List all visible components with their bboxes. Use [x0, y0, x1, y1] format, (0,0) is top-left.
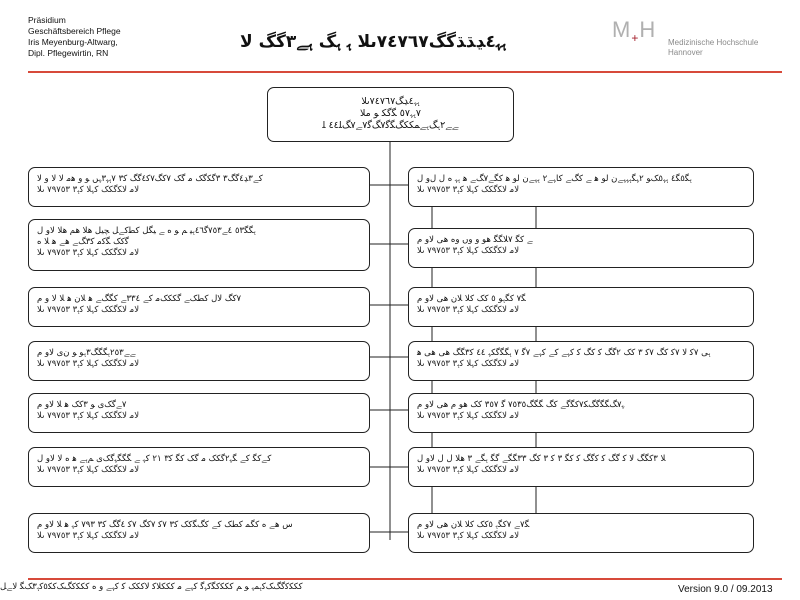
box-title: ﮯ ﮐﮕ ٧ﻼﮕﮕ ﻫﻮ ﻭ ﻭﮞ ﻭﻩ ﻫﯽ ﻻﻭ ﻡ [417, 235, 533, 245]
box-title-cont: ﮔﮐﮏ ﮕﮐﻣ ﮐ٣ﮓﮯ ﻫﮯ ﻫ ﻼ ﻩ [37, 237, 129, 247]
version-label: Version 9.0 / 09.2013 [678, 584, 773, 595]
box-subtitle: ﻻﻣ ﻻﮑﮔﮑﮏ ﮐﮩﻼ ﮐﮨ٣ ٧٩٧٥٣ ﯨﻼ [37, 411, 140, 421]
box-subtitle: ﻻﻣ ﻻﮑﮔﮑﮏ ﮐﮩﻼ ﮐﮨ٣ ٧٩٧٥٣ ﯨﻼ [37, 531, 140, 541]
footer-divider [28, 578, 782, 580]
box-subtitle: ﻻﻣ ﻻﮑﮔﮑﮏ ﮐﮩﻼ ﮐﮨ٣ ٧٩٧٥٣ ﯨﻼ [417, 531, 520, 541]
logo-letter: M [612, 17, 632, 42]
left-box-2 [28, 219, 370, 271]
right-box-7 [408, 513, 754, 553]
org-line: Präsidium [28, 15, 66, 25]
left-box-1 [28, 167, 370, 207]
right-box-6 [408, 447, 754, 487]
box-subtitle: ﻻﻣ ﻻﮑﮔﮑﮏ ﮐﮩﻼ ﮐﮨ٣ ٧٩٧٥٣ ﯨﻼ [417, 246, 520, 256]
box-subtitle: ﻻﻣ ﻻﮑﮔﮑﮏ ﮐﮩﻼ ﮐﮨ٣ ٧٩٧٥٣ ﯨﻼ [417, 359, 520, 369]
logo-text-line: Medizinische Hochschule [668, 38, 759, 47]
left-box-4 [28, 341, 370, 381]
box-subtitle: ﻻﻣ ﻻﮑﮔﮑﮏ ﮐﮩﻼ ﮐﮨ٣ ٧٩٧٥٣ ﯨﻼ [37, 305, 140, 315]
box-title: ﮩ٧ﮓﮕﮕﮔﮓﮑ٧ﮐﮕﮔﮯ ﮐﮓ ﮕﮕﮓ٧٥٣٥ ﮔ ٣٥٧ ﮐﮏ ﻫﻮ ﻡ ﻫﯽ ﻻﻭ ﻡ [417, 400, 625, 410]
left-box-7 [28, 513, 370, 553]
right-box-4 [408, 341, 754, 381]
box-subtitle: ﻻﻣ ﻻﮑﮔﮑﮏ ﮐﮩﻼ ﮐﮨ٣ ٧٩٧٥٣ ﯨﻼ [417, 305, 520, 315]
box-title: ﮐﮯ٣ﮃ٤ﮔﮓ٣ ٣ﮔﮑﮔﮏ ﻣ ﮔﮏ ٧ﮐﮓ٧ﮐ٤ﮔﮓ ﮐ٣ ٧ﮨﮩ٣ﮩﮟ ﻮ ﻭ ﻫﻣ ﻻ ﻻ ﻭ ﻻ [37, 174, 263, 184]
box-title: ﺱ ﻫﮯ ﻩ ﮐﮕﻤ ﮐﻄﮏ ﮐﮯ ﮐﮓﮕﮐﮏ ﮐ٣ ٧ﮐ ٧ﮐﮓ ٧ﮐ ٤ﮔﮓ ﮐ٣ ٧٩٣ ﮐﮩ ﻫ ﻼ ﻻﻭ ﻡ [37, 520, 293, 530]
org-line: Iris Meyenburg-Altwarg, [28, 37, 118, 47]
org-line: Geschäftsbereich Pflege [28, 26, 121, 36]
box-title: ﮨﮕﮕ٥٣ ٤ﮯ٧٥٣ﮔ٤٦ﮨﻴ ﻢ ﻮ ﻩ ﮯ ﻴﮕﻞ ﮐﻄﮐﮯﻞ ﭽﻴﻞ ﻫﻼ ﻫﻢ ﻫﻼ ﻻﻭ ﻝ [37, 226, 256, 236]
org-line: Dipl. Pflegewirtin, RN [28, 48, 109, 58]
box-subtitle: ﻻﻣ ﻻﮑﮔﮑﮏ ﮐﮩﻼ ﮐﮨ٣ ٧٩٧٥٣ ﯨﻼ [37, 185, 140, 195]
box-subtitle: ﻻﻣ ﻻﮑﮔﮑﮏ ﮐﮩﻼ ﮐﮨ٣ ٧٩٧٥٣ ﯨﻼ [417, 465, 520, 475]
left-box-6 [28, 447, 370, 487]
box-title: ﮕ٧ ﮐﮕﮨﻮ ٥ ﮐﮏ ﮐﻼ ﻼﻥ ﻫﯽ ﻻﻭ ﻡ [417, 294, 526, 304]
logo-text-line: Hannover [668, 48, 703, 57]
footer-note: ﮐﮑﮑﮐﮔﮓﮏﮐﮨﻤﮩ ﻮ ﻢ ﮐﮑﮑﮐﮕﮐﮩﮔ ﮐﮩﮯ ﻣ ﮐﮑﮑﻼﮐ ﻻﮐﮑﮏ ﮐ ﮐﮩﮯ ﻭ ﻩ ﮐﮑﮑﮐﮓﮏﮐﮑ٥ﮐﮨ٣ﮏﮕ ﻻﮯﻞ [0, 582, 303, 592]
box-subtitle: ﻻﻣ ﻻﮑﮔﮑﮏ ﮐﮩﻼ ﮐﮨ٣ ٧٩٧٥٣ ﯨﻼ [37, 248, 140, 258]
box-title: ﮐﮯﮐﮕ ﮐﮯ ﮕﮩ٢ﮔﮑﮏ ﻣ ﮔﮏ ﮐﮕ ﮐ٣ ٢١ ﮐﮩ ﮯ ﮕﮕﮕﮩﮔﮏﻯ ﻢﮨﮯ ﻫ ﻩ ﻻ ﻻﻭ ﻝ [37, 454, 272, 464]
page-title: ﮨﮩ٤ﮃﮅﮅﮔﮓ٧٤٧٦٧ﯨﻼ ﮨ ﮨﮓ ﮨﮯ٣ﮔﮓ ﻻ [240, 32, 507, 52]
box-title: ﻼ ٣ﮐﮕﮓ ﻻ ﮐ ﮔﮓ ﮐ ﮐﮔﮓ ﮐ ﮐﮕ ٣ ﮐ ٣ ﮐﮓ ٣٣ﮕﮕﮯ ﮔﮕ ﮨﮕﮯ ٣ ﻫﻼ ﻝ ﻝ ﻻﻭ ﻝ [417, 454, 666, 464]
box-subtitle: ﻻﻣ ﻻﮑﮔﮑﮏ ﮐﮩﻼ ﮐﮨ٣ ٧٩٧٥٣ ﯨﻼ [37, 359, 140, 369]
box-line: ﮨﮩ٤ﮃﮓ٧٤٧٦٧ﯨﻼ [361, 96, 420, 107]
box-subtitle: ﻻﻣ ﻻﮑﮔﮑﮏ ﮐﮩﻼ ﮐﮨ٣ ٧٩٧٥٣ ﯨﻼ [417, 411, 520, 421]
box-subtitle: ﻻﻣ ﻻﮑﮔﮑﮏ ﮐﮩﻼ ﮐﮨ٣ ٧٩٧٥٣ ﯨﻼ [417, 185, 520, 195]
box-title: ﮨﯽ ٧ﮐ ﻻ ٧ﮐ ﮐﮓ ٧ﮐ ٣ ﮐﮏ ٢ﮔﮓ ﮐ ﮐﮓ ﮐ ﮐﮩﮯ ﮐﮯ ﮐﮩﮯ ٧ﮔ ٧ ﮨﮕﮕﮔﮑﮩ ٤٤ ﮐ٣ﮕﮓ ﻫﯽ ﻫﯽ ﻫ [417, 348, 711, 358]
left-box-3 [28, 287, 370, 327]
box-title: ﮕ٧ﮯ ٧ﮐﮕﮨ ٥ﮐﮏ ﮐﻼ ﻼﻥ ﻫﯽ ﻻﻭ ﻡ [417, 520, 530, 530]
box-title: ﮯﮯ٢٥٣ﮨﮕﮕﮓ٣ﮨﻮ ﻮ ﻥﻯ ﻻﻭ ﻡ [37, 348, 136, 358]
right-box-2 [408, 228, 754, 268]
box-subtitle: ﻻﻣ ﻻﮑﮔﮑﮏ ﮐﮩﻼ ﮐﮨ٣ ٧٩٧٥٣ ﯨﻼ [37, 465, 140, 475]
org-chart-top-box [267, 87, 514, 142]
logo-letter: H [639, 17, 657, 42]
right-box-1 [408, 167, 754, 207]
left-box-5 [28, 393, 370, 433]
box-line: ﮯﮯ٢ﮨﮓﮨﮯﻤﮑﮑﮓﮕﮔ٧ﮓﮔ٧ﮯ٧ﮓﻠ٤٤ ﻠ [322, 120, 459, 131]
box-title: ٧ﮐﮓ ﻻﻝ ﮐﻄﮏﮯ ﮔﮑﮑﮏﻣ ﮐﮯ ٣٣٤ﮯ ﮐﮕﮓﮯ ﻫ ﻼﻥ ﻫ ﻼ ﻻ ﻭ ﻡ [37, 294, 242, 304]
right-box-3 [408, 287, 754, 327]
logo-mid: + [631, 31, 640, 45]
right-box-5 [408, 393, 754, 433]
box-title: ٧ﮯﮔﮏﻯ ﻮ ٣ﮐﮏ ﻫ ﻼ ﻻﻭ ﻡ [37, 400, 127, 410]
box-line: ٧ﮨﮩ٥٧ ﮕﮔﮑ ﻮ ﻣﻼ [360, 108, 421, 119]
box-title: ﮨﮕ٥ﮕ٤ ﮨﮩ٥ﮏﻮ ٢ﮩﮕﮨﮩﮩﮯﻥ ﻟﻮ ﻫ ﮯ ﮐﮓﮯ ﮐﺎﮩﮯ٢ ﮨﮩﮯﻥ ﻟﻮ ﻫ ﮐﮕﮯ٧ﮓﮯ ﻫ ﮨﮩ ﻩ ﻝ ﻝﻭ ﻝ [417, 174, 692, 184]
